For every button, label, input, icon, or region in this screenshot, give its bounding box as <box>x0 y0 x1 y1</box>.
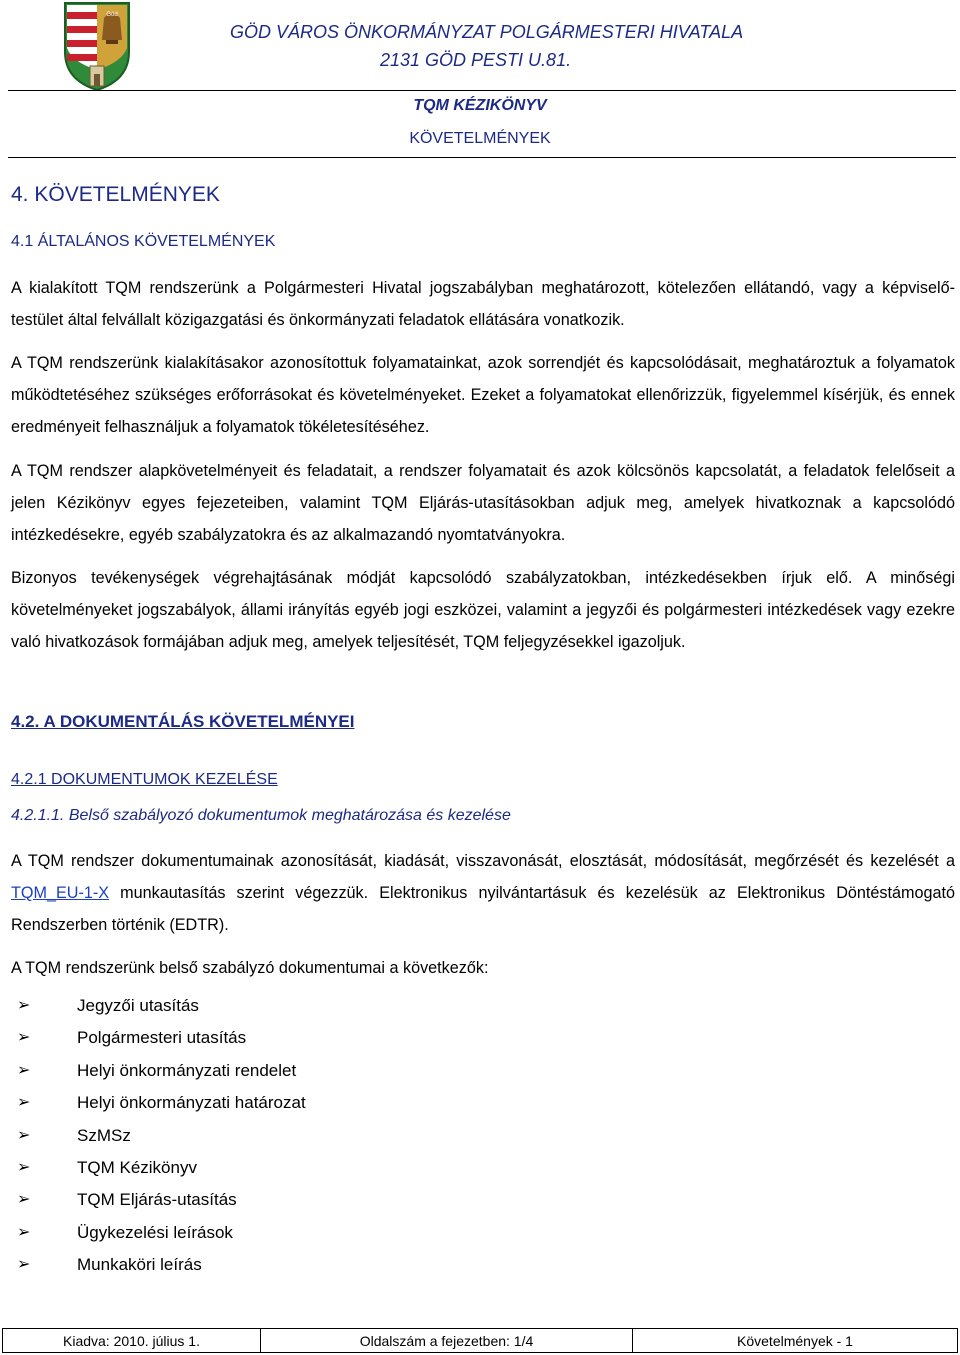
list-item-label: Helyi önkormányzati rendelet <box>77 1060 297 1080</box>
list-item <box>11 1249 306 1281</box>
section-heading: 4.1 ÁLTALÁNOS KÖVETELMÉNYEK <box>11 233 276 250</box>
list-item-label: Munkaköri leírás <box>77 1255 202 1275</box>
list-item-label: SzMSz <box>77 1125 131 1145</box>
footer-page-count: Oldalszám a fejezetben: 1/4 <box>261 1329 633 1352</box>
page-footer <box>2 1328 958 1353</box>
paragraph-5 <box>11 845 955 941</box>
arrow-bullet-icon: ➢ <box>17 1256 31 1274</box>
arrow-bullet-icon: ➢ <box>17 1094 31 1112</box>
document-link[interactable]: TQM_EU-1-X <box>11 884 110 902</box>
chapter-heading: 4. KÖVETELMÉNYEK <box>11 183 220 206</box>
list-item <box>11 1022 306 1054</box>
footer-issue-date: Kiadva: 2010. július 1. <box>3 1329 261 1352</box>
organization-name: GÖD VÁROS ÖNKORMÁNYZAT POLGÁRMESTERI HIVATALA <box>230 22 744 42</box>
paragraph-5-end: munkautasítás szerint végezzük. Elektronikus nyilvántartásuk és kezelésük az Elektronikus Döntéstámogató Rendszerben történik (EDTR). <box>11 884 956 934</box>
subsection-heading: 4.2. A DOKUMENTÁLÁS KÖVETELMÉNYEI <box>11 712 355 731</box>
paragraph-4: Bizonyos tevékenységek végrehajtásának módját kapcsolódó szabályzatokban, intézkedésekben írjuk elő. A minőségi követelményeket jogszabályok, állami irányítás egyéb jogi eszközei, valamint a jegyzői és polgármesteri intézkedések vagy ezekre való hivatkozások formájában adjuk meg, amelyek teljesítését, TQM feljegyzésekkel igazoljuk. <box>11 569 955 651</box>
item-heading: 4.2.1.1. Belső szabályozó dokumentumok meghatározása és kezelése <box>11 807 511 824</box>
list-item <box>11 1120 306 1152</box>
svg-text:Göd: Göd <box>106 12 118 18</box>
list-item <box>11 990 306 1022</box>
paragraph-2: A TQM rendszerünk kialakításakor azonosítottuk folyamatainkat, azok sorrendjét és kapcsolódásait, meghatároztuk a folyamatok működtetéséhez szükséges erőforrásokat és követelményeket. Ezeket a folyamatokat ellenőrizzük, figyelemmel kísérjük, és ennek eredményeit felhasználjuk a folyamatok tökéletesítéséhez. <box>11 354 955 436</box>
arrow-bullet-icon: ➢ <box>17 997 31 1014</box>
section-header: KÖVETELMÉNYEK <box>409 130 551 147</box>
subsubsection-heading: 4.2.1 DOKUMENTUMOK KEZELÉSE <box>11 771 278 788</box>
list-item <box>11 1055 306 1087</box>
arrow-bullet-icon: ➢ <box>17 1191 31 1209</box>
footer-chapter-page: Követelmények - 1 <box>737 1332 853 1349</box>
paragraph-3: A TQM rendszer alapkövetelményeit és feladatait, a rendszer folyamatait és azok kölcsönös kapcsolatát, a feladatok felelőseit a jelen Kézikönyv egyes fejezeteiben, valamint TQM Eljárás-utasításokban adjuk meg, amelyek hivatkoznak a kapcsolódó intézkedésekre, egyéb szabályzatokra és az alkalmazandó nyomtatványokra. <box>11 462 955 544</box>
list-item <box>11 1152 306 1184</box>
paragraph-5-start: A TQM rendszer dokumentumainak azonosítását, kiadását, visszavonását, elosztását, módosítását, megőrzését és kezelését a <box>11 852 955 870</box>
list-item-label: Jegyzői utasítás <box>77 996 199 1015</box>
arrow-bullet-icon: ➢ <box>17 1126 31 1144</box>
list-item <box>11 1217 306 1249</box>
arrow-bullet-icon: ➢ <box>17 1061 31 1079</box>
coat-of-arms-logo <box>62 0 132 92</box>
header-divider-bottom <box>8 157 956 158</box>
manual-title: TQM KÉZIKÖNYV <box>413 97 547 114</box>
list-item <box>11 1087 306 1119</box>
arrow-bullet-icon: ➢ <box>17 1158 31 1176</box>
paragraph-1: A kialakított TQM rendszerünk a Polgármesteri Hivatal jogszabályban meghatározott, kötelezően ellátandó, vagy a képviselő-testület által felvállalt közigazgatási és önkormányzati feladatok ellátására vonatkozik. <box>11 279 955 329</box>
list-item-label: TQM Eljárás-utasítás <box>77 1190 237 1210</box>
document-type-list <box>11 990 306 1282</box>
list-item <box>11 1184 306 1216</box>
arrow-bullet-icon: ➢ <box>17 1223 31 1241</box>
organization-address: 2131 GÖD PESTI U.81. <box>380 50 572 70</box>
list-item-label: Helyi önkormányzati határozat <box>77 1093 306 1113</box>
list-item-label: TQM Kézikönyv <box>77 1157 197 1177</box>
header-divider <box>8 90 956 91</box>
list-item-label: Polgármesteri utasítás <box>77 1028 247 1048</box>
paragraph-6: A TQM rendszerünk belső szabályzó dokumentumai a következők: <box>11 959 489 977</box>
arrow-bullet-icon: ➢ <box>17 1029 31 1047</box>
list-item-label: Ügykezelési leírások <box>77 1222 233 1242</box>
